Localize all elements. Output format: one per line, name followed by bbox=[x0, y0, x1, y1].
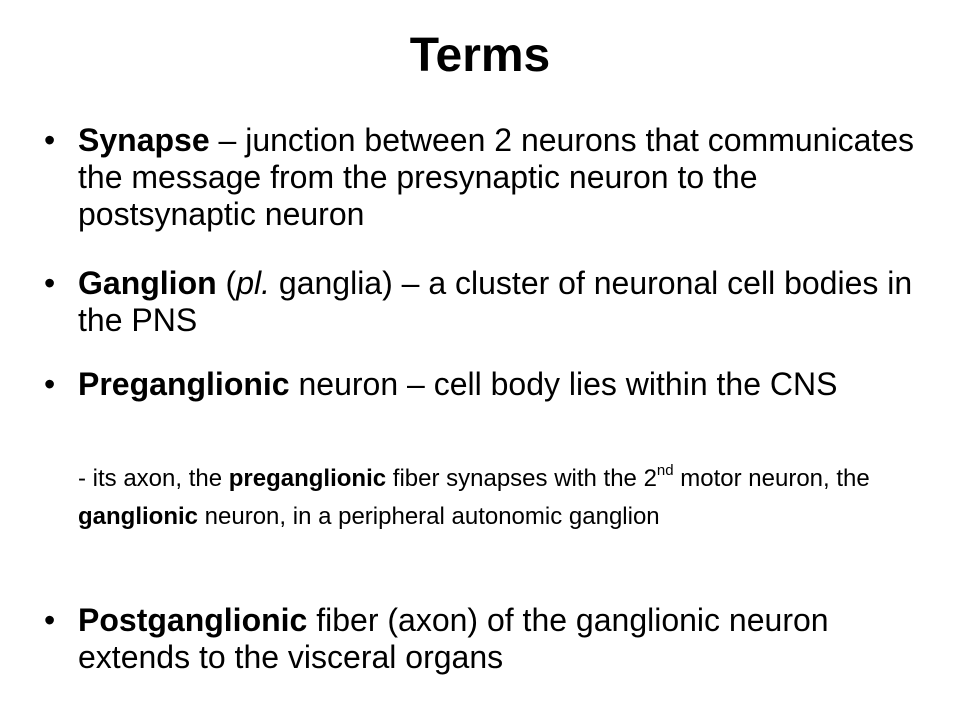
bullet-item-synapse bbox=[44, 122, 924, 233]
term-preganglionic: Preganglionic bbox=[78, 366, 290, 402]
slide-title: Terms bbox=[409, 29, 551, 82]
sub-text: neuron, in a peripheral autonomic ganglion bbox=[198, 503, 660, 530]
sub-note-preganglionic bbox=[78, 461, 928, 534]
definition-preganglionic: neuron – cell body lies within the CNS bbox=[289, 366, 838, 402]
term-synapse: Synapse bbox=[78, 122, 210, 158]
bullet-icon: • bbox=[44, 265, 56, 301]
definition-synapse: – junction between 2 neurons that communicates the message from the presynaptic neuron to the postsynaptic neuron bbox=[78, 122, 915, 232]
bullet-text bbox=[78, 122, 924, 233]
bullet-text bbox=[78, 366, 924, 403]
term-ganglion: Ganglion bbox=[78, 265, 217, 301]
definition-postganglionic: fiber (axon) of the ganglionic neuron extends to the visceral organs bbox=[78, 602, 829, 675]
bullet-item-postganglionic bbox=[44, 602, 924, 676]
sub-text: - its axon, the bbox=[78, 465, 229, 492]
term-postganglionic: Postganglionic bbox=[78, 602, 308, 638]
term-ganglionic: ganglionic bbox=[78, 503, 198, 530]
sub-text: fiber synapses with the 2 bbox=[386, 465, 657, 492]
definition-ganglion: ganglia) – a cluster of neuronal cell bodies in the PNS bbox=[78, 265, 913, 338]
plural-abbrev: pl. bbox=[236, 265, 270, 301]
superscript: nd bbox=[656, 462, 674, 479]
bullet-text bbox=[78, 602, 924, 676]
bullet-item-preganglionic bbox=[44, 366, 924, 403]
sub-text: motor neuron, the bbox=[673, 465, 870, 492]
bullet-text bbox=[78, 265, 924, 339]
bullet-icon: • bbox=[44, 122, 56, 158]
paren-open: ( bbox=[216, 265, 237, 301]
bullet-icon: • bbox=[44, 366, 56, 402]
bullet-icon: • bbox=[44, 602, 56, 638]
term-preganglionic-fiber: preganglionic bbox=[228, 465, 387, 492]
bullet-item-ganglion bbox=[44, 265, 924, 339]
